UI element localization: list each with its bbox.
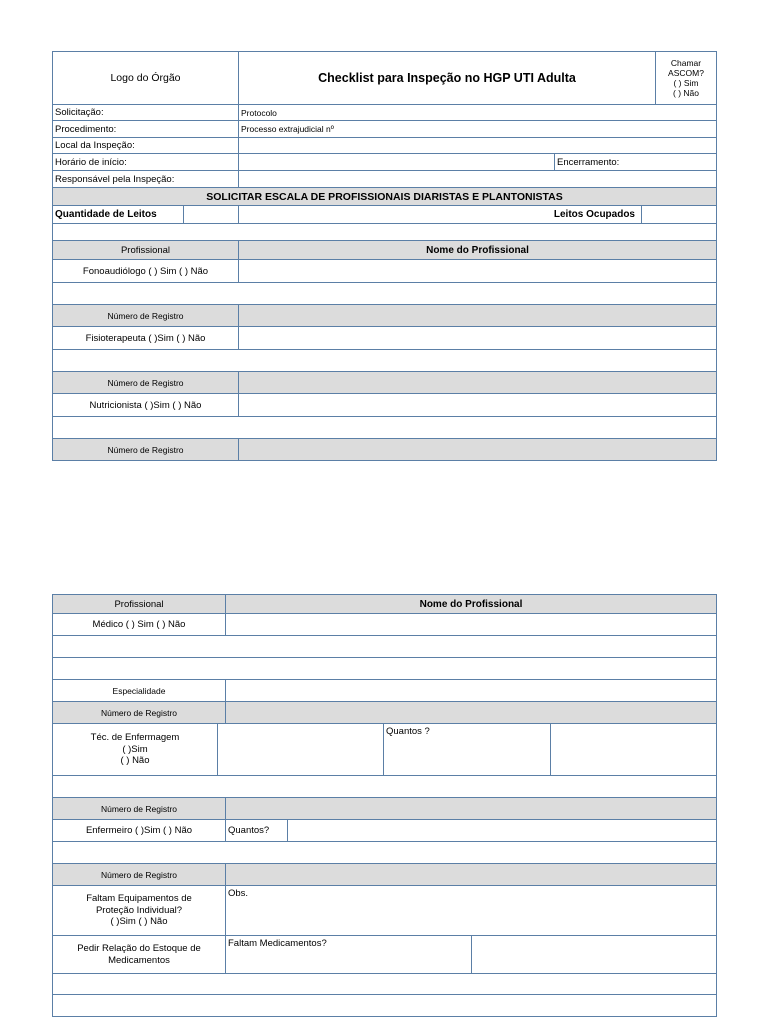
- registro-label: Número de Registro: [53, 864, 226, 885]
- horario-label: Horário de início:: [53, 154, 239, 170]
- registro-label: Número de Registro: [53, 372, 239, 393]
- prof-header-row: [53, 595, 716, 613]
- faltam-medicamentos-field[interactable]: [472, 936, 716, 973]
- responsavel-row: [53, 170, 716, 187]
- registro-row: [53, 701, 716, 723]
- enfermeiro-row: [53, 819, 716, 841]
- tec-quantos-field[interactable]: [551, 724, 716, 775]
- enfermeiro-option[interactable]: Enfermeiro ( )Sim ( ) Não: [53, 820, 226, 841]
- procedimento-label: Procedimento:: [53, 121, 239, 137]
- registro-row: [53, 797, 716, 819]
- especialidade-row: [53, 679, 716, 701]
- estoque-row: [53, 935, 716, 973]
- tec-label: Téc. de Enfermagem: [90, 732, 180, 744]
- inspection-form-top: [52, 51, 717, 461]
- medico-row: [53, 613, 716, 635]
- registro-row: [53, 438, 716, 460]
- responsavel-field[interactable]: [239, 171, 716, 187]
- registro-label: Número de Registro: [53, 305, 239, 326]
- processo-field[interactable]: Processo extrajudicial nº: [241, 124, 334, 134]
- registro-field[interactable]: [226, 702, 716, 723]
- enfermeiro-quantos-label: Quantos?: [226, 820, 288, 841]
- epi-row: [53, 885, 716, 935]
- ascom-line-1: Chamar: [670, 57, 702, 68]
- epi-line-1: Faltam Equipamentos de: [86, 893, 192, 905]
- fisio-row: [53, 326, 716, 349]
- encerramento-label: Encerramento:: [557, 156, 620, 168]
- epi-line-2: Proteção Individual?: [95, 904, 183, 916]
- epi-obs-field[interactable]: Obs.: [228, 888, 249, 899]
- tec-name-field[interactable]: [218, 724, 384, 775]
- escala-row: [53, 187, 716, 205]
- ascom-box[interactable]: [656, 52, 716, 104]
- tec-sim[interactable]: ( )Sim: [122, 743, 148, 755]
- spacer-row: [53, 282, 716, 304]
- tec-nao[interactable]: ( ) Não: [120, 755, 150, 767]
- spacer-row: [53, 973, 716, 994]
- registro-field[interactable]: [239, 439, 716, 460]
- procedimento-row: [53, 120, 716, 137]
- spacer-row: [53, 657, 716, 679]
- local-field[interactable]: [239, 138, 716, 153]
- leitos-ocupados-field[interactable]: [642, 206, 716, 223]
- profissional-header: Profissional: [53, 241, 239, 259]
- medico-option[interactable]: Médico ( ) Sim ( ) Não: [53, 614, 226, 635]
- registro-label: Número de Registro: [53, 439, 239, 460]
- fono-name-field[interactable]: [239, 260, 716, 282]
- nome-profissional-header: Nome do Profissional: [426, 244, 529, 256]
- enfermeiro-quantos-field[interactable]: [288, 820, 716, 841]
- local-row: [53, 137, 716, 153]
- spacer-row: [53, 349, 716, 371]
- leitos-row: [53, 205, 716, 223]
- protocolo-field[interactable]: Protocolo: [241, 107, 277, 118]
- registro-field[interactable]: [239, 372, 716, 393]
- prof-header-row: [53, 240, 716, 259]
- quantidade-leitos-field[interactable]: [184, 206, 239, 223]
- ascom-sim[interactable]: ( ) Sim: [673, 78, 699, 88]
- quantidade-leitos-label: Quantidade de Leitos: [53, 206, 184, 223]
- registro-field[interactable]: [226, 798, 716, 819]
- nutri-option[interactable]: Nutricionista ( )Sim ( ) Não: [53, 394, 239, 416]
- horario-row: [53, 153, 716, 170]
- faltam-medicamentos-label: Faltam Medicamentos?: [226, 936, 472, 973]
- registro-row: [53, 863, 716, 885]
- tec-row: [53, 723, 716, 775]
- tec-quantos-label: Quantos ?: [384, 724, 551, 775]
- estoque-line-1: Pedir Relação do Estoque de: [77, 943, 201, 955]
- estoque-line-2: Medicamentos: [108, 954, 170, 966]
- solicitacao-label: Solicitação:: [53, 105, 239, 120]
- registro-label: Número de Registro: [53, 702, 226, 723]
- leitos-ocupados-label: Leitos Ocupados: [239, 206, 642, 223]
- spacer-row: [53, 223, 716, 240]
- fono-option[interactable]: Fonoaudiólogo ( ) Sim ( ) Não: [53, 260, 239, 282]
- escala-heading: SOLICITAR ESCALA DE PROFISSIONAIS DIARISTAS E PLANTONISTAS: [206, 190, 563, 203]
- medico-name-field[interactable]: [226, 614, 716, 635]
- profissional-header: Profissional: [53, 595, 226, 613]
- solicitacao-row: [53, 104, 716, 120]
- page-title: Checklist para Inspeção no HGP UTI Adulta: [239, 52, 656, 104]
- epi-option[interactable]: [53, 886, 226, 935]
- tec-option[interactable]: [53, 724, 218, 775]
- fisio-name-field[interactable]: [239, 327, 716, 349]
- nutri-name-field[interactable]: [239, 394, 716, 416]
- estoque-label: [53, 936, 226, 973]
- fisio-option[interactable]: Fisioterapeuta ( )Sim ( ) Não: [53, 327, 239, 349]
- spacer-row: [53, 416, 716, 438]
- epi-sim-nao[interactable]: ( )Sim ( ) Não: [110, 916, 168, 928]
- local-label: Local da Inspeção:: [53, 138, 239, 153]
- registro-field[interactable]: [226, 864, 716, 885]
- especialidade-label: Especialidade: [53, 680, 226, 701]
- horario-field[interactable]: [239, 154, 555, 170]
- responsavel-label: Responsável pela Inspeção:: [53, 171, 239, 187]
- spacer-row: [53, 841, 716, 863]
- inspection-form-bottom: [52, 594, 717, 1017]
- nutri-row: [53, 393, 716, 416]
- logo-placeholder: Logo do Órgão: [53, 52, 239, 104]
- nome-profissional-header: Nome do Profissional: [419, 598, 523, 610]
- fono-row: [53, 259, 716, 282]
- registro-row: [53, 371, 716, 393]
- spacer-row: [53, 775, 716, 797]
- registro-label: Número de Registro: [53, 798, 226, 819]
- especialidade-field[interactable]: [226, 680, 716, 701]
- ascom-line-2: ASCOM?: [668, 67, 704, 78]
- spacer-row: [53, 994, 716, 1016]
- registro-row: [53, 304, 716, 326]
- header-row: [53, 52, 716, 104]
- spacer-row: [53, 635, 716, 657]
- registro-field[interactable]: [239, 305, 716, 326]
- ascom-nao[interactable]: ( ) Não: [673, 88, 699, 99]
